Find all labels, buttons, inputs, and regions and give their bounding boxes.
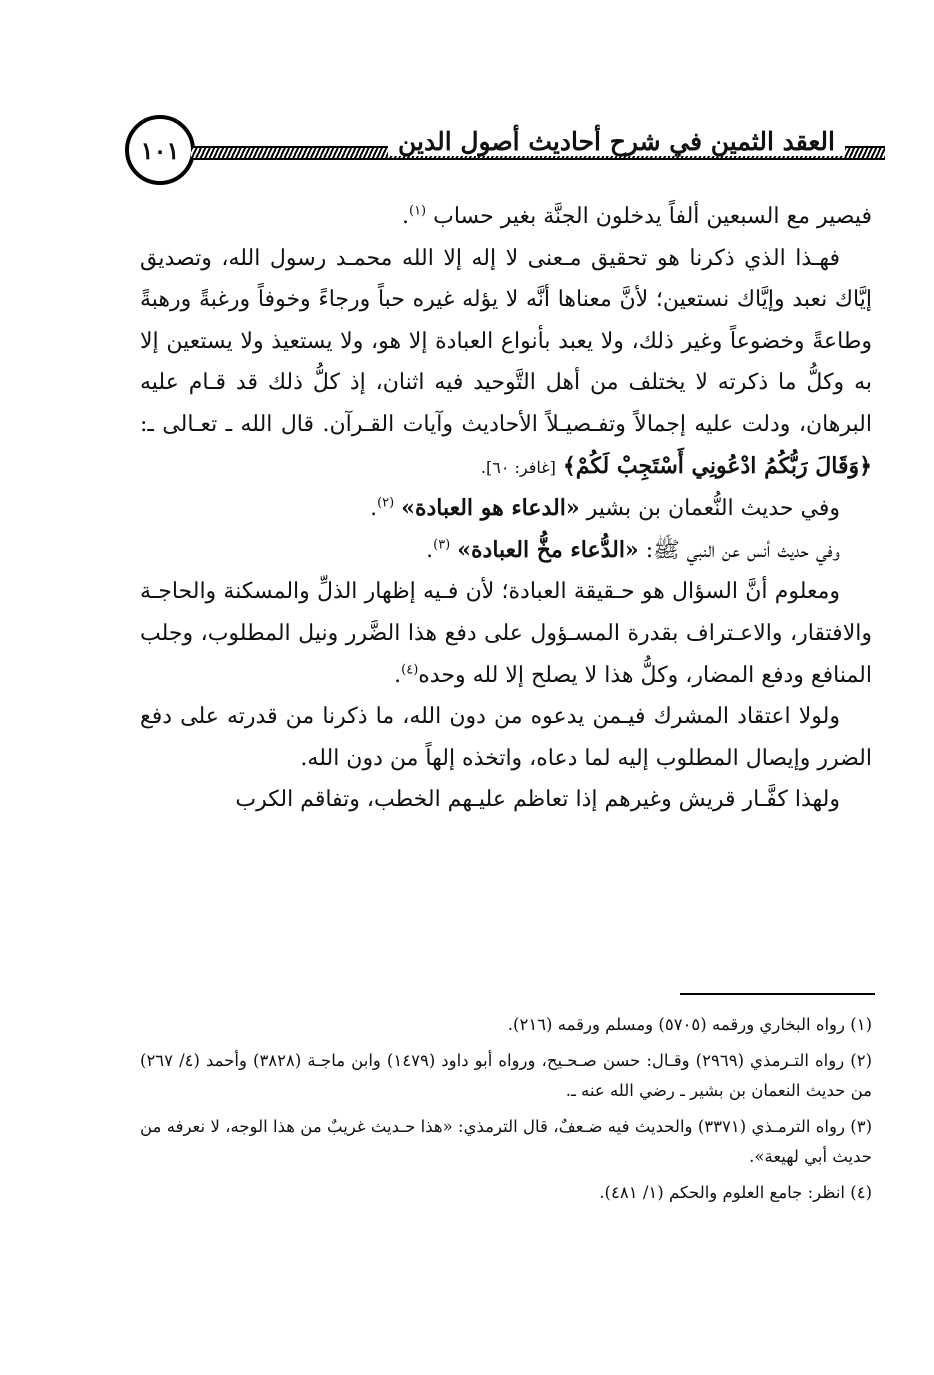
footnote-ref: (٤) [401,662,419,678]
footnote-ref: (٣) [433,537,451,553]
page-number-badge [125,115,195,185]
paragraph: وفي حديث أنس عن النبي ﷺ: «الدُّعاء مخُّ العبادة» $^{(٣)}$. [426,536,840,563]
paragraph: ولهذا كفَّـار قريش وغيرهم إذا تعاظم عليـهم الخطب، وتفاقم الكرب [235,787,840,813]
footnote-ref: (٢) [377,495,395,511]
footnote-ref: (١) [408,203,427,219]
verse-reference: [غافر: ٦٠]. [480,457,556,477]
paragraph: فيصير مع السبعين ألفاً يدخلون الجنَّة بغير حساب $^{(١)}$. [401,203,872,229]
quran-verse: ﴿وَقَالَ رَبُّكُمُ ادْعُونِي أَسْتَجِبْ لَكُمْ﴾ [562,452,872,479]
footnote: (٢) رواه التـرمذي (٢٩٦٩) وقـال: حسن صـحـيح، ورواه أبو داود (١٤٧٩) وابن ماجـة (٣٨٢٨) وأحمد (٤/ ٢٦٧) من حديث النعمان بن بشير ـ رضي الله عنه ـ. [140,1051,872,1100]
running-title: العقد الثمين في شرح أحاديث أصول الدين [388,127,845,156]
hadith-quote: «الدعاء هو العبادة» [401,495,580,522]
footnote: (١) رواه البخاري ورقمه (٥٧٠٥) ومسلم ورقمه (٢١٦). [507,1015,872,1034]
paragraph: وفي حديث النُّعمان بن بشير «الدعاء هو العبادة» $^{(٢)}$. [370,495,840,522]
footnote-separator [680,993,875,995]
paragraph: فهـذا الذي ذكرنا هو تحقيق مـعنى لا إله إلا الله محمـد رسول الله، وتصديق إيَّاك نعبد وإيَّاك نستعين؛ لأنَّ معناها أنَّه لا يؤله غيره حباً ورجاءً وخوفاً ورغبةً ورهبةً وطاعةً وخضوعاً وغير ذلك، ولا يعبد بأنواع العبادة إلا هو، ولا يستعيذ ولا يستعين إلا به وكلُّ ما ذكرته لا يختلف من أهل التَّوحيد فيه اثنان، إذ كلُّ ذلك قد قـام عليه البرهان، ودلت عليه إجمالاً وتفـصيـلاً الأحاديث وآيات القـرآن. قال الله ـ تعـالى ـ: ﴿وَقَالَ رَبُّكُمُ ادْعُونِي أَسْتَجِبْ لَكُمْ﴾ [غافر: ٦٠]. [140,245,872,479]
page-header [125,115,885,191]
footnote: (٣) رواه الترمـذي (٣٣٧١) والحديث فيه ضـعفٌ، قال الترمذي: «هذا حـديث غريبٌ من هذا الوجه، لا نعرفه من حديث أبي لهيعة». [140,1117,873,1166]
paragraph: ولولا اعتقاد المشرك فيـمن يدعوه من دون الله، ما ذكرنا من قدرته على دفع الضرر وإيصال المطلوب إليه لما دعاه، واتخذه إلهاً من دون الله. [140,704,872,771]
paragraph: ومعلوم أنَّ السؤال هو حـقيقة العبادة؛ لأن فـيه إظهار الذلِّ والمسكنة والحاجـة والافتقار، والاعـتراف بقدرة المسـؤول على دفع هذا الضَّرر ونيل المطلوب، وجلب المنافع ودفع المضار، وكلُّ هذا لا يصلح إلا لله وحده$^{(٤)}$. [140,579,872,688]
hadith-quote: «الدُّعاء مخُّ العبادة» [457,536,639,563]
footnotes [140,1010,872,1214]
footnote: (٤) انظر: جامع العلوم والحكم (١/ ٤٨١). [599,1183,872,1202]
page-number: ١٠١ [140,135,180,165]
main-text [140,196,872,821]
